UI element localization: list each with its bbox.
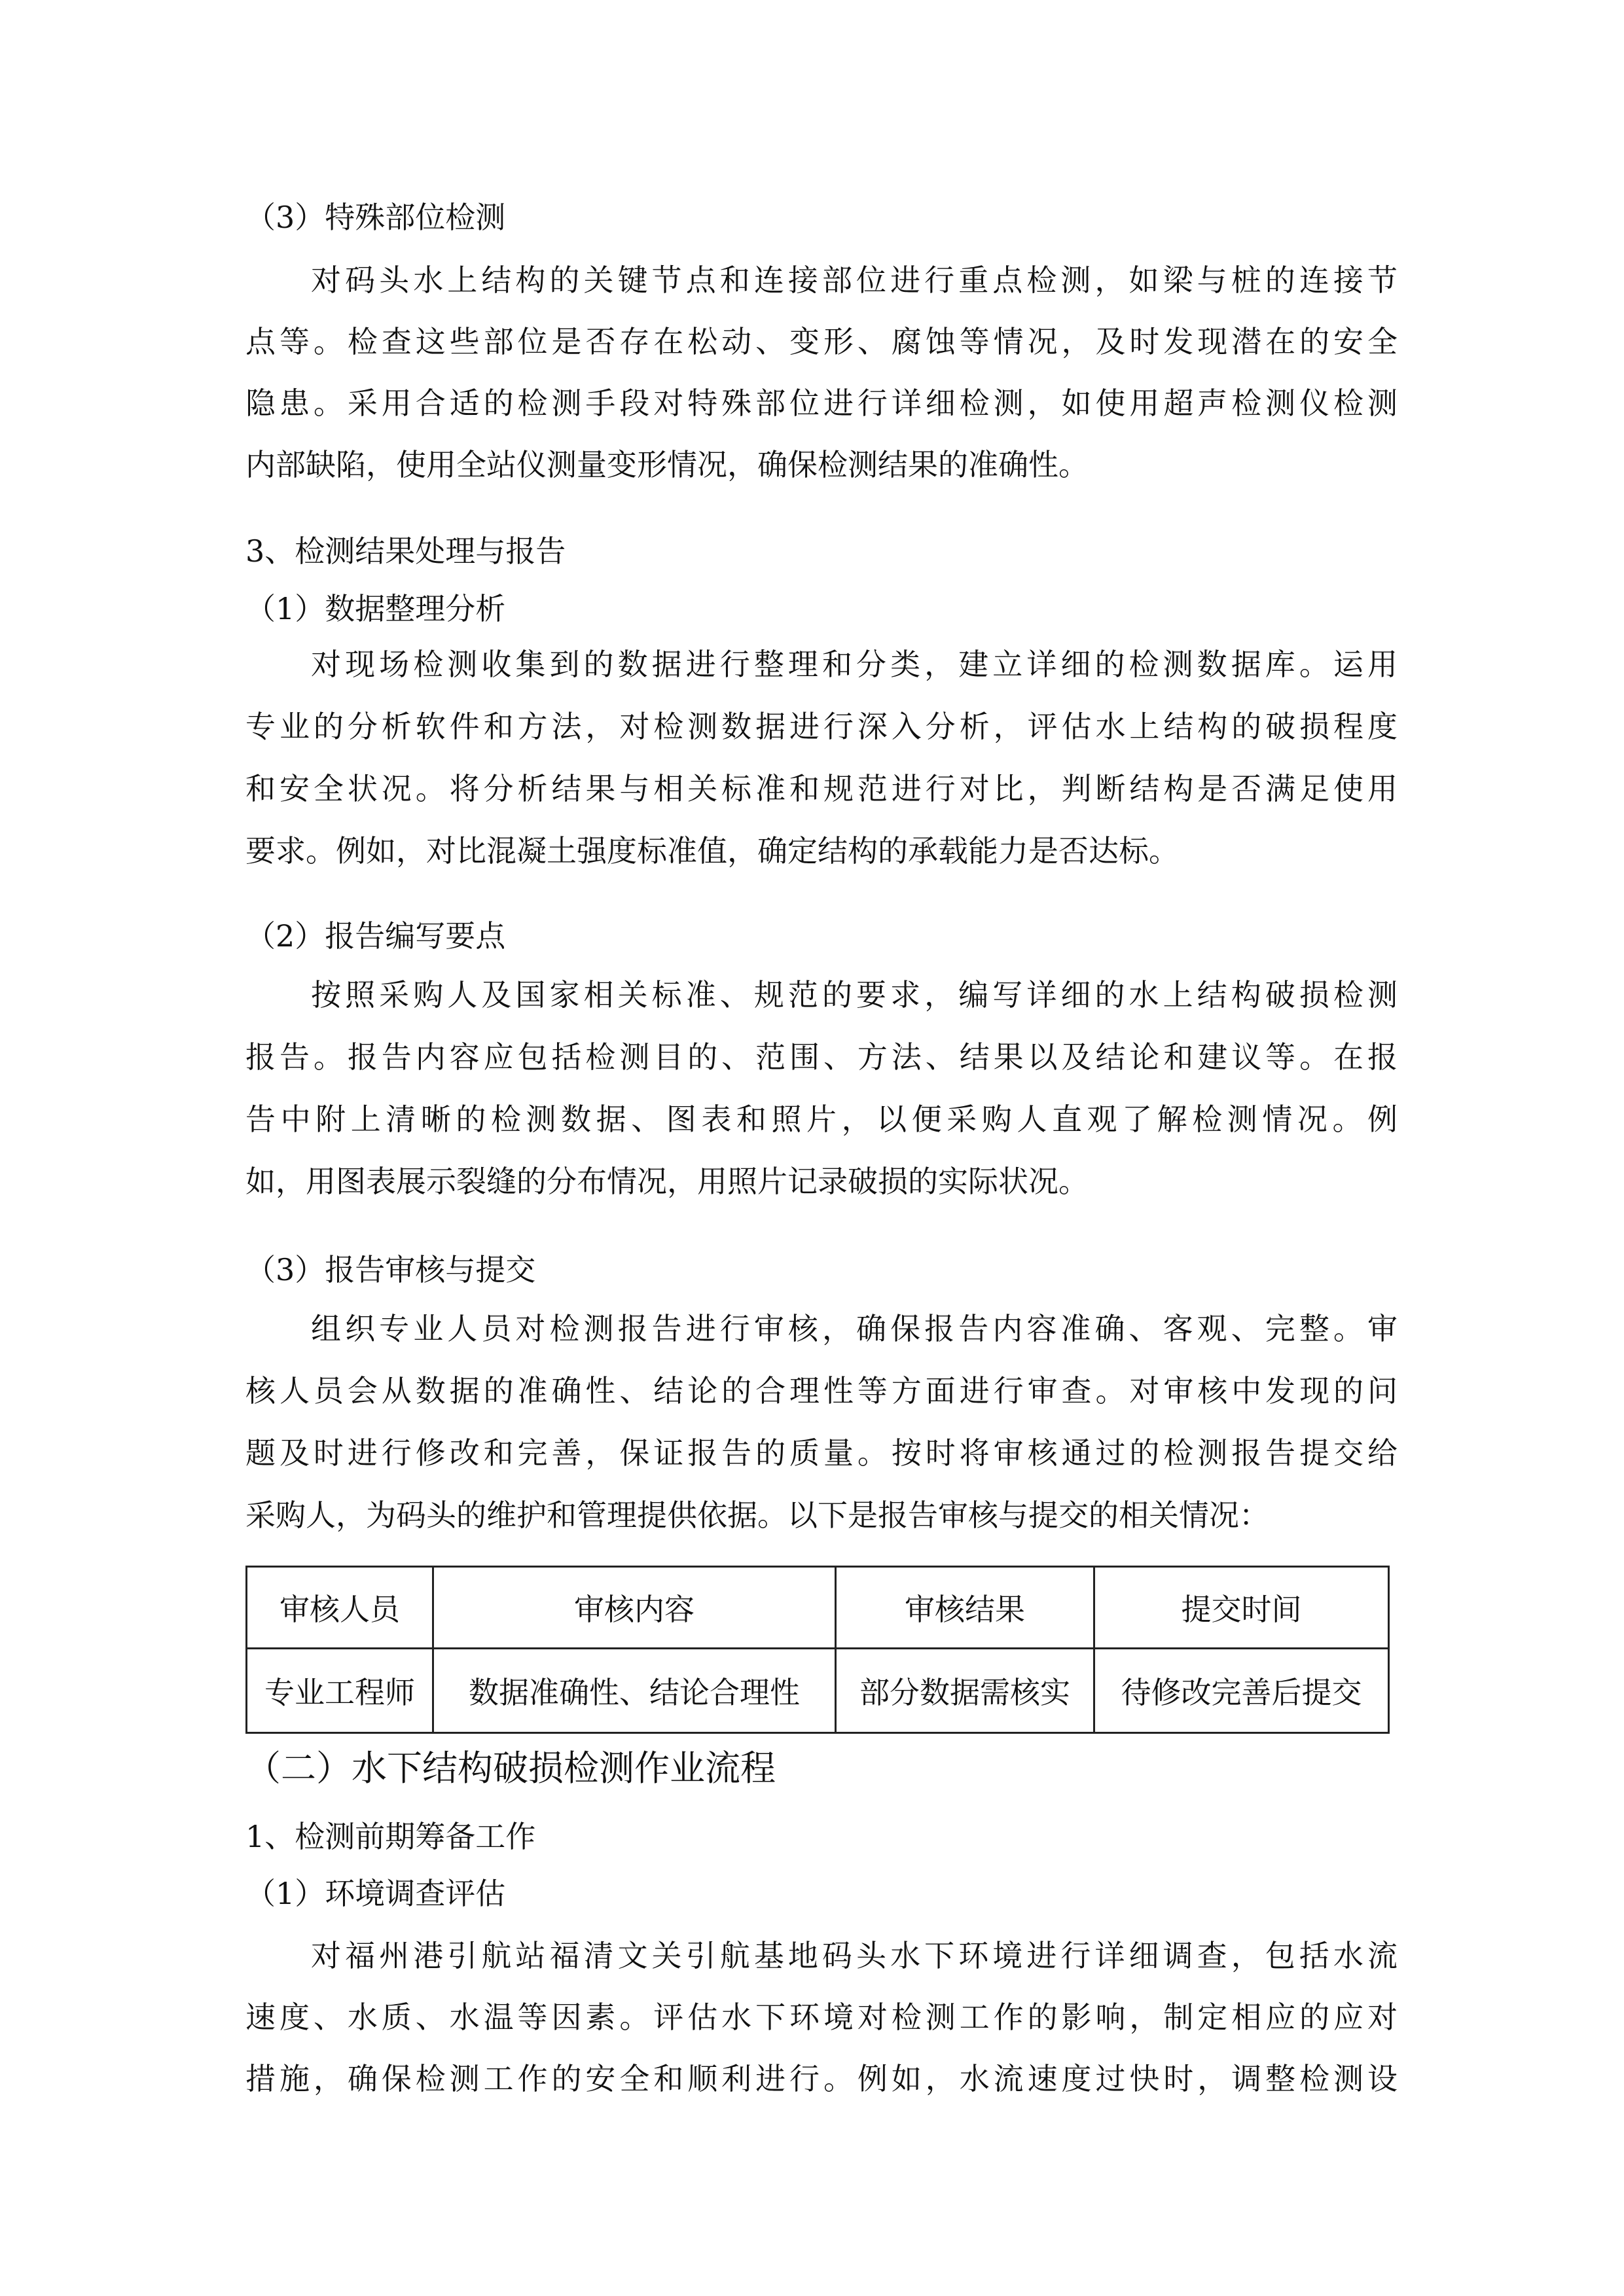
paragraph-line: 和安全状况。将分析结果与相关标准和规范进行对比，判断结构是否满足使用	[245, 771, 1398, 806]
table-header-cell: 审核人员	[247, 1567, 433, 1649]
review-table	[245, 1566, 1390, 1734]
table-header-cell: 审核内容	[433, 1567, 836, 1649]
subsection-heading: （3）特殊部位检测	[245, 200, 506, 235]
paragraph-line: 措施，确保检测工作的安全和顺利进行。例如，水流速度过快时，调整检测设	[245, 2061, 1398, 2096]
table-header-cell: 审核结果	[836, 1567, 1094, 1649]
subsection-heading: （1）数据整理分析	[245, 591, 506, 626]
paragraph-line: 专业的分析软件和方法，对检测数据进行深入分析，评估水上结构的破损程度	[245, 709, 1398, 744]
paragraph-line: 核人员会从数据的准确性、结论的合理性等方面进行审查。对审核中发现的问	[245, 1373, 1398, 1408]
paragraph-line: 题及时进行修改和完善，保证报告的质量。按时将审核通过的检测报告提交给	[245, 1435, 1398, 1471]
paragraph-line: 对码头水上结构的关键节点和连接部位进行重点检测，如梁与桩的连接节	[311, 262, 1398, 298]
paragraph-line: 按照采购人及国家相关标准、规范的要求，编写详细的水上结构破损检测	[311, 977, 1398, 1013]
paragraph-line: 要求。例如，对比混凝土强度标准值，确定结构的承载能力是否达标。	[245, 833, 1179, 869]
paragraph-line: 采购人，为码头的维护和管理提供依据。以下是报告审核与提交的相关情况：	[245, 1498, 1269, 1533]
paragraph-line: 如，用图表展示裂缝的分布情况，用照片记录破损的实际状况。	[245, 1164, 1089, 1199]
paragraph-line: 告中附上清晰的检测数据、图表和照片，以便采购人直观了解检测情况。例	[245, 1102, 1398, 1137]
subsection-heading: （1）环境调查评估	[245, 1876, 506, 1911]
paragraph-line: 对现场检测收集到的数据进行整理和分类，建立详细的检测数据库。运用	[311, 647, 1398, 682]
paragraph-line: 组织专业人员对检测报告进行审核，确保报告内容准确、客观、完整。审	[311, 1311, 1398, 1346]
subsection-heading: （2）报告编写要点	[245, 918, 506, 954]
table-cell: 专业工程师	[247, 1649, 433, 1733]
paragraph-line: 点等。检查这些部位是否存在松动、变形、腐蚀等情况，及时发现潜在的安全	[245, 324, 1398, 359]
section-heading: 3、检测结果处理与报告	[245, 533, 566, 569]
paragraph-line: 对福州港引航站福清文关引航基地码头水下环境进行详细调查，包括水流	[311, 1938, 1398, 1973]
table-cell: 数据准确性、结论合理性	[433, 1649, 836, 1733]
part-heading: （二）水下结构破损检测作业流程	[245, 1748, 776, 1789]
table-header-row	[247, 1567, 1389, 1649]
table-cell: 待修改完善后提交	[1094, 1649, 1389, 1733]
paragraph-line: 速度、水质、水温等因素。评估水下环境对检测工作的影响，制定相应的应对	[245, 2000, 1398, 2035]
subsection-heading: （3）报告审核与提交	[245, 1252, 536, 1287]
section-heading: 1、检测前期筹备工作	[245, 1819, 536, 1854]
paragraph-line: 内部缺陷，使用全站仪测量变形情况，确保检测结果的准确性。	[245, 447, 1089, 482]
table-row	[247, 1649, 1389, 1733]
paragraph-line: 报告。报告内容应包括检测目的、范围、方法、结果以及结论和建议等。在报	[245, 1039, 1398, 1075]
table-cell: 部分数据需核实	[836, 1649, 1094, 1733]
paragraph-line: 隐患。采用合适的检测手段对特殊部位进行详细检测，如使用超声检测仪检测	[245, 386, 1398, 421]
table-header-cell: 提交时间	[1094, 1567, 1389, 1649]
